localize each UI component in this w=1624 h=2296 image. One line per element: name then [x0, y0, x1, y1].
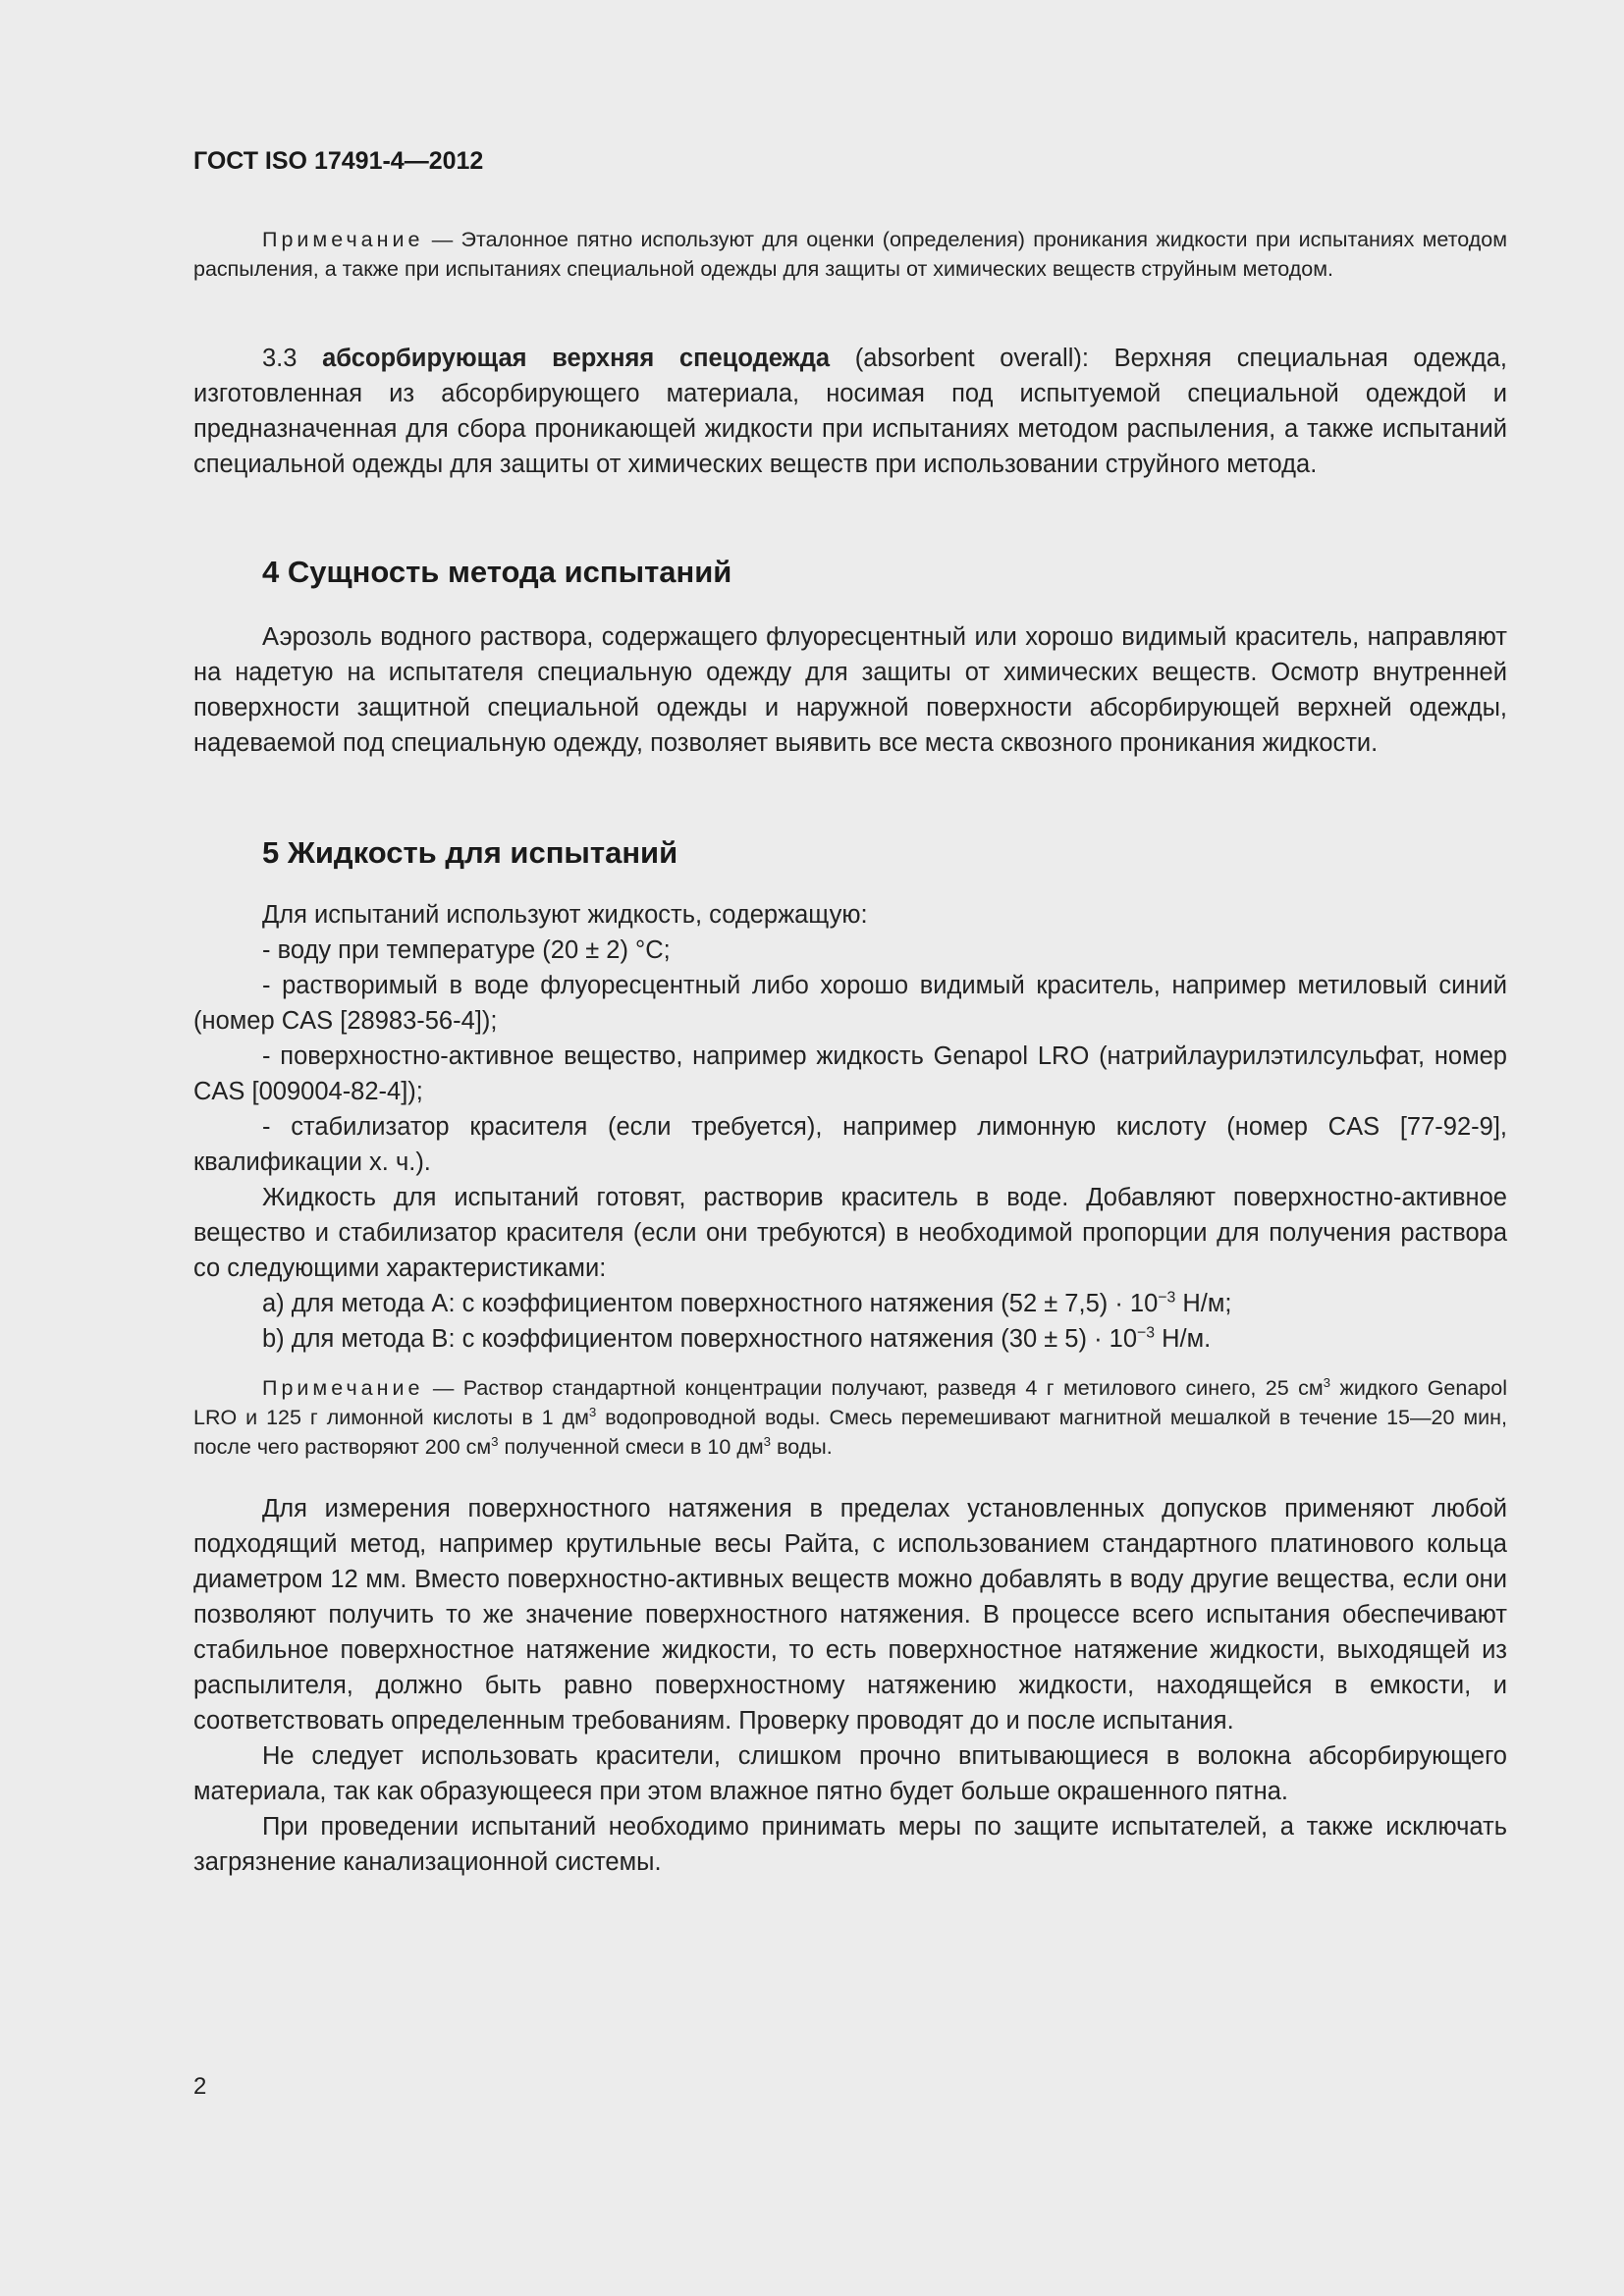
method-a-line: [193, 1286, 1507, 1321]
method-a-exponent: −3: [1158, 1289, 1176, 1307]
section-4-heading: 4 Сущность метода испытаний: [262, 555, 732, 589]
definition-text: (absorbent overall): Верхняя специальная одежда, изготовленная из абсорбирующего материала, носимая под испытуемой специальной одеждой и предназначенная для сбора проникающей жидкости при испытаниях методом распыления, а также испытаний специальной одежды для защиты от химических веществ при использовании струйного метода.: [193, 345, 1507, 478]
note-2: [193, 1373, 1507, 1462]
section-4-paragraph: Аэрозоль водного раствора, содержащего флуоресцентный или хорошо видимый краситель, направляют на надетую на испытателя специальную одежду для защиты от химических веществ. Осмотр внутренней поверхности защитной специальной одежды и наружной поверхности абсорбирующей верхней одежды, надеваемой под специальную одежду, позволяет выявить все места сквозного проникания жидкости.: [193, 623, 1507, 757]
note-2-text: полученной смеси в 10 дм: [498, 1435, 764, 1459]
page-number: 2: [193, 2073, 207, 2100]
definition-term: абсорбирующая верхняя спецодежда: [322, 345, 831, 372]
method-b-exponent: −3: [1137, 1324, 1156, 1342]
superscript: 3: [491, 1433, 499, 1449]
note-1-text: — Эталонное пятно используют для оценки (определения) проникания жидкости при испытаниях методом распыления, а также при испытаниях специальной одежды для защиты от химических веществ струйным методом.: [193, 228, 1507, 281]
measurement-paragraph: Для измерения поверхностного натяжения в пределах установленных допусков применяют любой подходящий метод, например крутильные весы Райта, с использованием стандартного платинового кольца диаметром 12 мм. Вместо поверхностно-активных веществ можно добавлять в воду другие вещества, если они позволяют получить то же значение поверхностного натяжения. В процессе всего испытания обеспечивают стабильное поверхностное натяжение жидкости, то есть поверхностное натяжение жидкости, выходящей из распылителя, должно быть равно поверхностному натяжению жидкости, находящейся в емкости, и соответствовать определенным требованиям. Проверку проводят до и после испытания.: [193, 1495, 1507, 1735]
section-5-heading: 5 Жидкость для испытаний: [262, 835, 678, 870]
note-2-text: водопроводной воды. Смесь перемешивают магнитной мешалкой в течение 15—20 мин, после чего растворяют 200 см: [193, 1406, 1507, 1459]
document-header: ГОСТ ISO 17491-4—2012: [193, 147, 484, 175]
method-b-unit: Н/м.: [1155, 1325, 1212, 1353]
superscript: 3: [1323, 1374, 1331, 1390]
note-1: [193, 225, 1507, 284]
definition-number: 3.3: [262, 345, 323, 372]
definition-3-3: [193, 341, 1507, 482]
note-2-text: — Раствор стандартной концентрации получают, разведя 4 г метилового синего, 25 см: [423, 1376, 1324, 1400]
safety-paragraph: При проведении испытаний необходимо принимать меры по защите испытателей, а также исключать загрязнение канализационной системы.: [193, 1813, 1507, 1876]
note-1-label: Примечание: [262, 228, 424, 251]
superscript: 3: [763, 1433, 772, 1449]
section-5-intro: Для испытаний используют жидкость, содержащую:: [262, 901, 868, 929]
note-2-text: жидкого Genapol LRO и 125 г лимонной кислоты в 1 дм: [193, 1376, 1507, 1429]
note-2-text: воды.: [771, 1435, 833, 1459]
list-item: - растворимый в воде флуоресцентный либо хорошо видимый краситель, например метиловый синий (номер CAS [28983-56-4]);: [193, 972, 1507, 1035]
preparation-paragraph: Жидкость для испытаний готовят, растворив краситель в воде. Добавляют поверхностно-активное вещество и стабилизатор красителя (если они требуются) в необходимой пропорции для получения раствора со следующими характеристиками:: [193, 1184, 1507, 1282]
method-a-text: a) для метода A: с коэффициентом поверхностного натяжения (52 ± 7,5) · 10: [262, 1290, 1159, 1317]
dyes-paragraph: Не следует использовать красители, слишком прочно впитывающиеся в волокна абсорбирующего материала, так как образующееся при этом влажное пятно будет больше окрашенного пятна.: [193, 1742, 1507, 1805]
superscript: 3: [588, 1404, 597, 1419]
list-item: - воду при температуре (20 ± 2) °C;: [262, 936, 671, 964]
note-2-label: Примечание: [262, 1376, 424, 1400]
section-5-continued: [193, 1491, 1507, 1880]
method-b-text: b) для метода B: с коэффициентом поверхностного натяжения (30 ± 5) · 10: [262, 1325, 1138, 1353]
section-5-body: [193, 897, 1507, 1357]
list-item: - поверхностно-активное вещество, например жидкость Genapol LRO (натрийлаурилэтилсульфат, номер CAS [009004-82-4]);: [193, 1042, 1507, 1105]
list-item: - стабилизатор красителя (если требуется), например лимонную кислоту (номер CAS [77-92-9], квалификации х. ч.).: [193, 1113, 1507, 1176]
method-b-line: [193, 1321, 1507, 1357]
method-a-unit: Н/м;: [1175, 1290, 1232, 1317]
